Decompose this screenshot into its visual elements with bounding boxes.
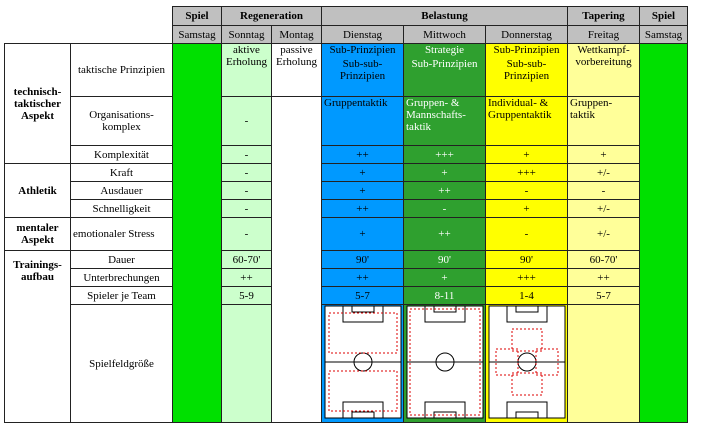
cell-taktische-mittwoch xyxy=(404,44,486,97)
cell-ausdauer-sonntag: - xyxy=(222,182,272,200)
cell-kraft-donnerstag: +++ xyxy=(486,164,568,182)
cell-komplexitaet-sonntag: - xyxy=(222,146,272,164)
corner-blank-2 xyxy=(5,26,173,44)
category-mental: mentaler Aspekt xyxy=(5,218,71,251)
header-spiel-2: Spiel xyxy=(640,7,688,26)
day-samstag-1: Samstag xyxy=(173,26,222,44)
cell-taktische-montag: passive Erholung xyxy=(272,44,322,97)
label-unterbrechungen: Unterbrechungen xyxy=(71,269,173,287)
cell-ausdauer-dienstag: + xyxy=(322,182,404,200)
label-organisation: Organisations-komplex xyxy=(71,97,173,146)
day-samstag-2: Samstag xyxy=(640,26,688,44)
day-dienstag: Dienstag xyxy=(322,26,404,44)
cell-schnelligkeit-mittwoch: - xyxy=(404,200,486,218)
header-spiel-1: Spiel xyxy=(173,7,222,26)
cell-taktische-dienstag xyxy=(322,44,404,97)
pitch-diagram-donnerstag xyxy=(488,305,566,419)
label-stress: emotionaler Stress xyxy=(71,218,173,251)
cell-spieler-dienstag: 5-7 xyxy=(322,287,404,305)
cell-kraft-freitag: +/- xyxy=(568,164,640,182)
donnerstag-prinzip: Sub-Prinzipien xyxy=(493,44,560,56)
cell-stress-dienstag: + xyxy=(322,218,404,251)
cell-spielfeld-donnerstag xyxy=(486,305,568,423)
cell-ausdauer-freitag: - xyxy=(568,182,640,200)
cell-organisation-mittwoch: Gruppen- & Mannschafts-taktik xyxy=(404,97,486,146)
label-schnelligkeit: Schnelligkeit xyxy=(71,200,173,218)
cell-unterbrechungen-dienstag: ++ xyxy=(322,269,404,287)
cell-spielfeld-freitag xyxy=(568,305,640,423)
mittwoch-prinzip: Strategie xyxy=(424,44,465,56)
cell-taktische-sonntag: aktive Erholung xyxy=(222,44,272,97)
day-sonntag: Sonntag xyxy=(222,26,272,44)
cell-spielfeld-mittwoch xyxy=(404,305,486,423)
day-mittwoch: Mittwoch xyxy=(404,26,486,44)
category-athletik: Athletik xyxy=(5,164,71,218)
cell-spieler-sonntag: 5-9 xyxy=(222,287,272,305)
header-regeneration: Regeneration xyxy=(222,7,322,26)
cell-stress-freitag: +/- xyxy=(568,218,640,251)
day-freitag: Freitag xyxy=(568,26,640,44)
montag-column xyxy=(272,97,322,423)
cell-unterbrechungen-donnerstag: +++ xyxy=(486,269,568,287)
cell-spieler-donnerstag: 1-4 xyxy=(486,287,568,305)
cell-dauer-mittwoch: 90' xyxy=(404,251,486,269)
cell-taktische-freitag: Wettkampf-vorbereitung xyxy=(568,44,640,97)
cell-komplexitaet-mittwoch: +++ xyxy=(404,146,486,164)
cell-spielfeld-dienstag xyxy=(322,305,404,423)
day-montag: Montag xyxy=(272,26,322,44)
label-spieler: Spieler je Team xyxy=(71,287,173,305)
label-komplexitaet: Komplexität xyxy=(71,146,173,164)
pitch-diagram-dienstag xyxy=(324,305,402,419)
cell-kraft-sonntag: - xyxy=(222,164,272,182)
header-belastung: Belastung xyxy=(322,7,568,26)
dienstag-subprinzip: Sub-sub-Prinzipien xyxy=(339,58,386,82)
training-periodization-table xyxy=(4,6,688,423)
label-dauer: Dauer xyxy=(71,251,173,269)
cell-stress-donnerstag: - xyxy=(486,218,568,251)
dienstag-prinzip: Sub-Prinzipien xyxy=(329,44,396,56)
corner-blank xyxy=(5,7,173,26)
pitch-diagram-mittwoch xyxy=(406,305,484,419)
samstag-1-column xyxy=(173,44,222,423)
mittwoch-subprinzip: Sub-Prinzipien xyxy=(411,58,478,70)
header-tapering: Tapering xyxy=(568,7,640,26)
cell-schnelligkeit-freitag: +/- xyxy=(568,200,640,218)
cell-kraft-dienstag: + xyxy=(322,164,404,182)
label-spielfeld: Spielfeldgröße xyxy=(71,305,173,423)
cell-unterbrechungen-freitag: ++ xyxy=(568,269,640,287)
cell-schnelligkeit-sonntag: - xyxy=(222,200,272,218)
cell-spieler-mittwoch: 8-11 xyxy=(404,287,486,305)
label-kraft: Kraft xyxy=(71,164,173,182)
category-tech: technisch-taktischer Aspekt xyxy=(5,44,71,164)
cell-organisation-donnerstag: Individual- & Gruppentaktik xyxy=(486,97,568,146)
label-ausdauer: Ausdauer xyxy=(71,182,173,200)
donnerstag-subprinzip: Sub-sub-Prinzipien xyxy=(503,58,550,82)
cell-stress-mittwoch: ++ xyxy=(404,218,486,251)
label-taktische: taktische Prinzipien xyxy=(71,44,173,97)
cell-schnelligkeit-dienstag: ++ xyxy=(322,200,404,218)
cell-organisation-freitag: Gruppen-taktik xyxy=(568,97,640,146)
day-donnerstag: Donnerstag xyxy=(486,26,568,44)
cell-komplexitaet-freitag: + xyxy=(568,146,640,164)
cell-taktische-donnerstag xyxy=(486,44,568,97)
cell-komplexitaet-dienstag: ++ xyxy=(322,146,404,164)
cell-spielfeld-sonntag xyxy=(222,305,272,423)
cell-stress-sonntag: - xyxy=(222,218,272,251)
cell-dauer-freitag: 60-70' xyxy=(568,251,640,269)
cell-dauer-dienstag: 90' xyxy=(322,251,404,269)
cell-dauer-sonntag: 60-70' xyxy=(222,251,272,269)
cell-unterbrechungen-mittwoch: + xyxy=(404,269,486,287)
cell-dauer-donnerstag: 90' xyxy=(486,251,568,269)
cell-spieler-freitag: 5-7 xyxy=(568,287,640,305)
cell-organisation-dienstag: Gruppentaktik xyxy=(322,97,404,146)
cell-kraft-mittwoch: + xyxy=(404,164,486,182)
cell-komplexitaet-donnerstag: + xyxy=(486,146,568,164)
samstag-2-column xyxy=(640,44,688,423)
cell-organisation-sonntag: - xyxy=(222,97,272,146)
category-training-label: Trainings-aufbau xyxy=(13,259,62,283)
cell-ausdauer-mittwoch: ++ xyxy=(404,182,486,200)
cell-unterbrechungen-sonntag: ++ xyxy=(222,269,272,287)
category-training xyxy=(5,251,71,423)
cell-schnelligkeit-donnerstag: + xyxy=(486,200,568,218)
cell-ausdauer-donnerstag: - xyxy=(486,182,568,200)
